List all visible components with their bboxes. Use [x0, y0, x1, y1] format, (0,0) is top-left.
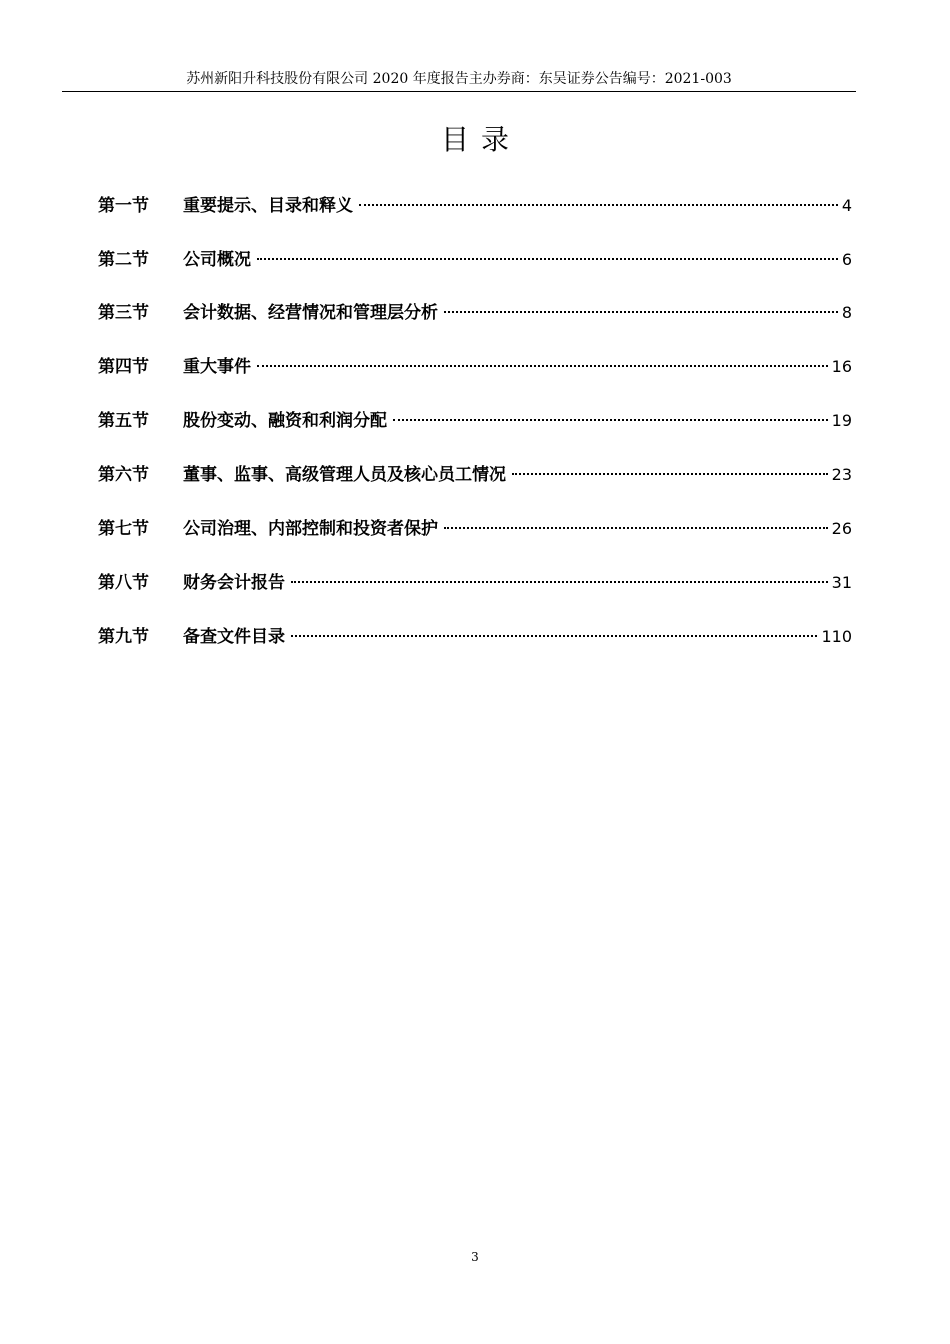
toc-dot-leader — [257, 257, 838, 260]
toc-section-title: 备查文件目录 — [183, 627, 285, 647]
toc-dot-leader — [257, 364, 828, 367]
toc-section-title: 重要提示、目录和释义 — [183, 196, 353, 216]
toc-section-title: 股份变动、融资和利润分配 — [183, 411, 387, 431]
toc-entry[interactable] — [98, 403, 852, 439]
toc-entry[interactable] — [98, 295, 852, 331]
toc-entry[interactable] — [98, 457, 852, 493]
toc-section-title: 公司概况 — [183, 250, 251, 270]
toc-dot-leader — [444, 310, 838, 313]
toc-title: 目录 — [440, 123, 521, 156]
toc-entry[interactable] — [98, 349, 852, 385]
toc-entry[interactable] — [98, 565, 852, 601]
toc-dot-leader — [291, 634, 817, 637]
toc-page-number: 6 — [841, 250, 852, 269]
toc-entry[interactable] — [98, 242, 852, 278]
toc-page-number: 8 — [841, 303, 852, 322]
toc-section-title: 董事、监事、高级管理人员及核心员工情况 — [183, 465, 506, 485]
toc-dot-leader — [393, 418, 828, 421]
toc-section-number: 第七节 — [98, 519, 149, 539]
toc-section-number: 第九节 — [98, 627, 149, 647]
toc-section-number: 第三节 — [98, 303, 149, 323]
toc-section-title: 财务会计报告 — [183, 573, 285, 593]
toc-section-number: 第六节 — [98, 465, 149, 485]
toc-entry[interactable] — [98, 511, 852, 547]
toc-dot-leader — [359, 203, 838, 206]
toc-page-number: 16 — [831, 357, 852, 376]
toc-section-number: 第五节 — [98, 411, 149, 431]
header-divider — [62, 91, 856, 92]
toc-page-number: 26 — [831, 519, 852, 538]
toc-dot-leader — [291, 580, 828, 583]
toc-section-number: 第四节 — [98, 357, 149, 377]
toc-dot-leader — [444, 526, 828, 529]
toc-page-number: 31 — [831, 573, 852, 592]
page-number: 3 — [471, 1250, 479, 1264]
toc-entry[interactable] — [98, 619, 852, 655]
toc-page-number: 110 — [821, 627, 852, 646]
toc-section-title: 重大事件 — [183, 357, 251, 377]
toc-page-number: 19 — [831, 411, 852, 430]
toc-section-number: 第二节 — [98, 250, 149, 270]
toc-section-title: 公司治理、内部控制和投资者保护 — [183, 519, 438, 539]
page-header: 苏州新阳升科技股份有限公司 2020 年度报告主办券商：东吴证券公告编号：2021-003 — [186, 71, 732, 87]
toc-section-title: 会计数据、经营情况和管理层分析 — [183, 303, 438, 323]
toc-entry[interactable] — [98, 188, 852, 224]
toc-section-number: 第一节 — [98, 196, 149, 216]
toc-dot-leader — [512, 472, 828, 475]
toc-section-number: 第八节 — [98, 573, 149, 593]
toc-page-number: 23 — [831, 465, 852, 484]
toc-page-number: 4 — [841, 196, 852, 215]
